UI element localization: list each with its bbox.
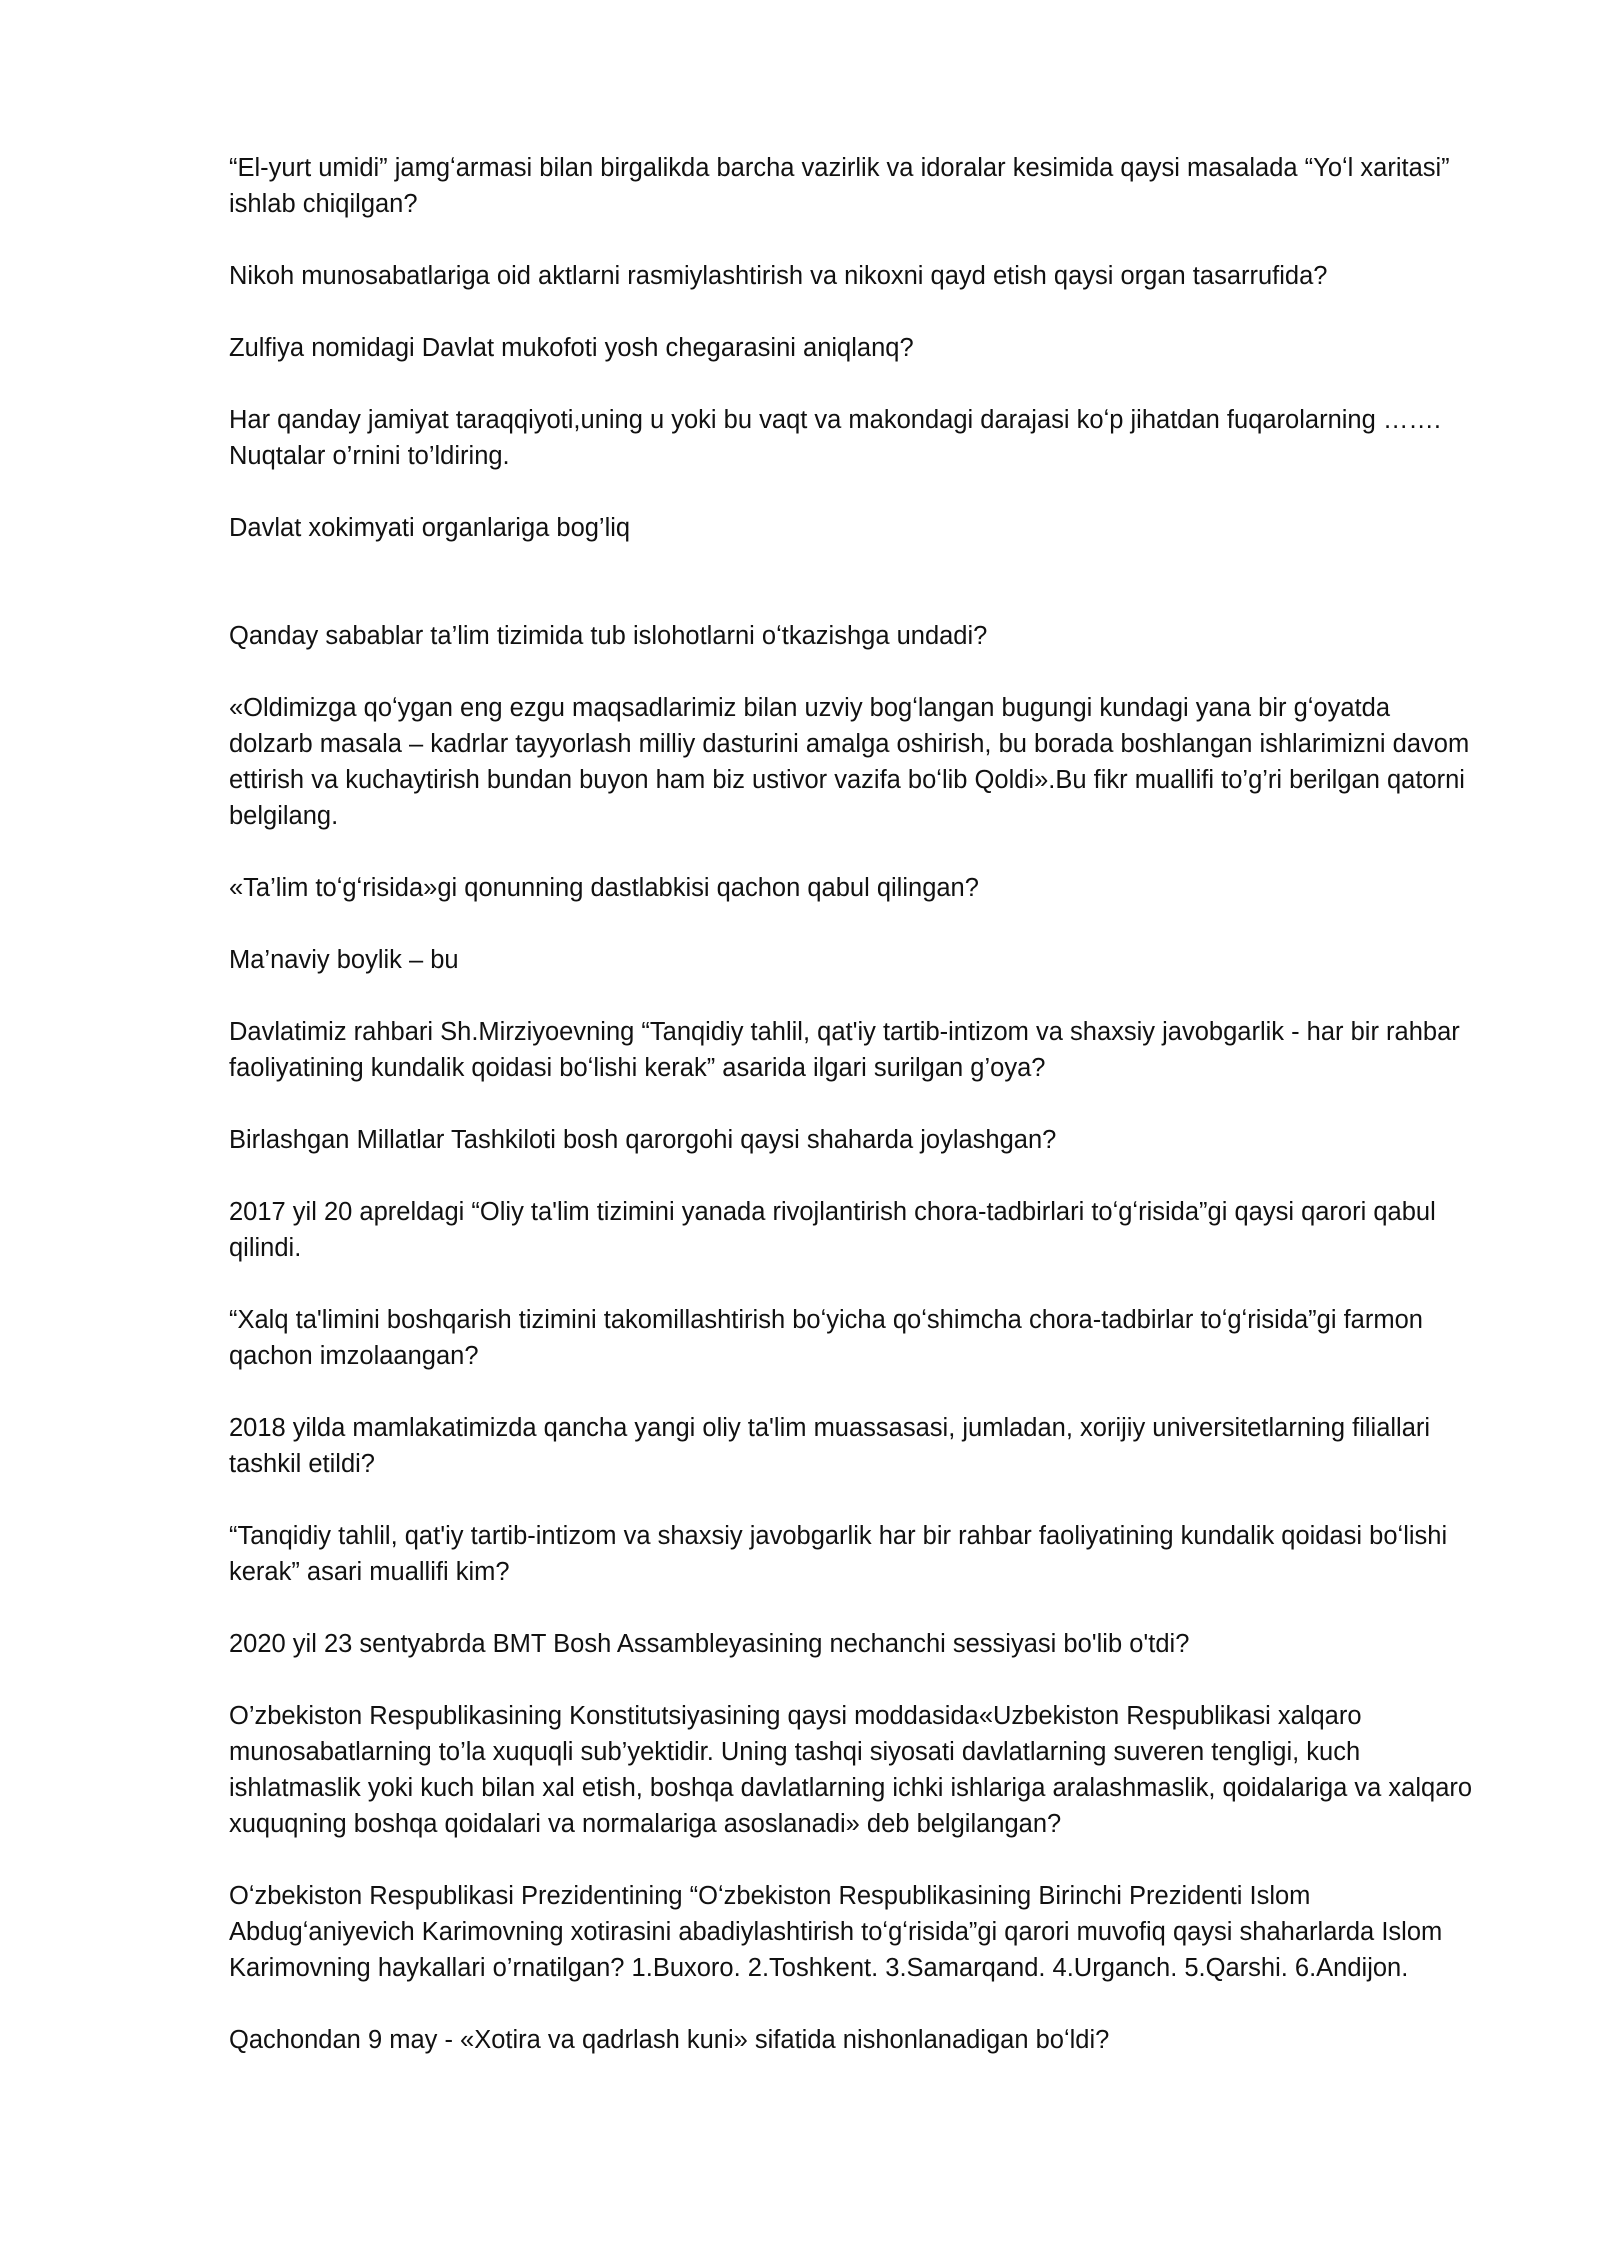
question-paragraph: “Tanqidiy tahlil, qat'iy tartib-intizom va shaxsiy javobgarlik har bir rahbar faoliyatining kundalik qoidasi boʻlishi kerak” asari muallifi kim? — [229, 1522, 1448, 1586]
question-paragraph: Birlashgan Millatlar Tashkiloti bosh qarorgohi qaysi shaharda joylashgan? — [229, 1126, 1057, 1154]
question-paragraph: 2017 yil 20 apreldagi “Oliy ta'lim tizimini yanada rivojlantirish chora-tadbirlari toʻgʻrisida”gi qaysi qarori qabul qilindi. — [229, 1198, 1436, 1262]
question-paragraph: Zulfiya nomidagi Davlat mukofoti yosh chegarasini aniqlanq? — [229, 334, 914, 362]
question-paragraph: Nikoh munosabatlariga oid aktlarni rasmiylashtirish va nikoxni qayd etish qaysi organ tasarrufida? — [229, 262, 1328, 290]
question-paragraph: Davlat xokimyati organlariga bog’liq — [229, 514, 631, 542]
question-paragraph: Ma’naviy boylik – bu — [229, 946, 459, 974]
question-paragraph: «Ta’lim toʻgʻrisida»gi qonunning dastlabkisi qachon qabul qilingan? — [229, 874, 979, 902]
document-body — [229, 150, 1479, 2094]
question-paragraph: «Oldimizga qoʻygan eng ezgu maqsadlarimiz bilan uzviy bogʻlangan bugungi kundagi yana bir gʻoyatda dolzarb masala – kadrlar tayyorlash milliy dasturini amalga oshirish, bu borada boshlangan ishlarimizni davom ettirish va kuchaytirish bundan buyon ham biz ustivor vazifa boʻlib Qoldi».Bu fikr muallifi to’g’ri berilgan qatorni belgilang. — [229, 694, 1470, 830]
question-paragraph: Qachondan 9 may - «Xotira va qadrlash kuni» sifatida nishonlanadigan boʻldi? — [229, 2026, 1110, 2054]
question-paragraph: 2020 yil 23 sentyabrda BMT Bosh Assambleyasining nechanchi sessiyasi bo'lib o'tdi? — [229, 1630, 1190, 1658]
question-paragraph: “Xalq ta'limini boshqarish tizimini takomillashtirish boʻyicha qoʻshimcha chora-tadbirlar toʻgʻrisida”gi farmon qachon imzolaangan? — [229, 1306, 1423, 1370]
question-paragraph: “El-yurt umidi” jamgʻarmasi bilan birgalikda barcha vazirlik va idoralar kesimida qaysi masalada “Yoʻl xaritasi” ishlab chiqilgan? — [229, 154, 1450, 218]
question-paragraph: Har qanday jamiyat taraqqiyoti,uning u yoki bu vaqt va makondagi darajasi koʻp jihatdan fuqarolarning ……. Nuqtalar o’rnini to’ldiring. — [229, 406, 1441, 470]
question-paragraph: Oʻzbekiston Respublikasi Prezidentining “Oʻzbekiston Respublikasining Birinchi Prezidenti Islom Abdugʻaniyevich Karimovning xotirasini abadiylashtirish toʻgʻrisida”gi qarori muvofiq qaysi shaharlarda Islom Karimovning haykallari o’rnatilgan? 1.Buxoro. 2.Toshkent. 3.Samarqand. 4.Urganch. 5.Qarshi. 6.Andijon. — [229, 1882, 1443, 1982]
question-paragraph: Davlatimiz rahbari Sh.Mirziyoevning “Tanqidiy tahlil, qat'iy tartib-intizom va shaxsiy javobgarlik - har bir rahbar faoliyatining kundalik qoidasi boʻlishi kerak” asarida ilgari surilgan g’oya? — [229, 1018, 1460, 1082]
question-paragraph: O’zbekiston Respublikasining Konstitutsiyasining qaysi moddasida«Uzbekiston Respublikasi xalqaro munosabatlarning to’la xuquqli sub’yektidir. Uning tashqi siyosati davlatlarning suveren tengligi, kuch ishlatmaslik yoki kuch bilan xal etish, boshqa davlatlarning ichki ishlariga aralashmaslik, qoidalariga va xalqaro xuquqning boshqa qoidalari va normalariga asoslanadi» deb belgilangan? — [229, 1702, 1473, 1838]
question-paragraph: Qanday sabablar ta’lim tizimida tub islohotlarni oʻtkazishga undadi? — [229, 622, 988, 650]
question-paragraph: 2018 yilda mamlakatimizda qancha yangi oliy ta'lim muassasasi, jumladan, xorijiy universitetlarning filiallari tashkil etildi? — [229, 1414, 1431, 1478]
